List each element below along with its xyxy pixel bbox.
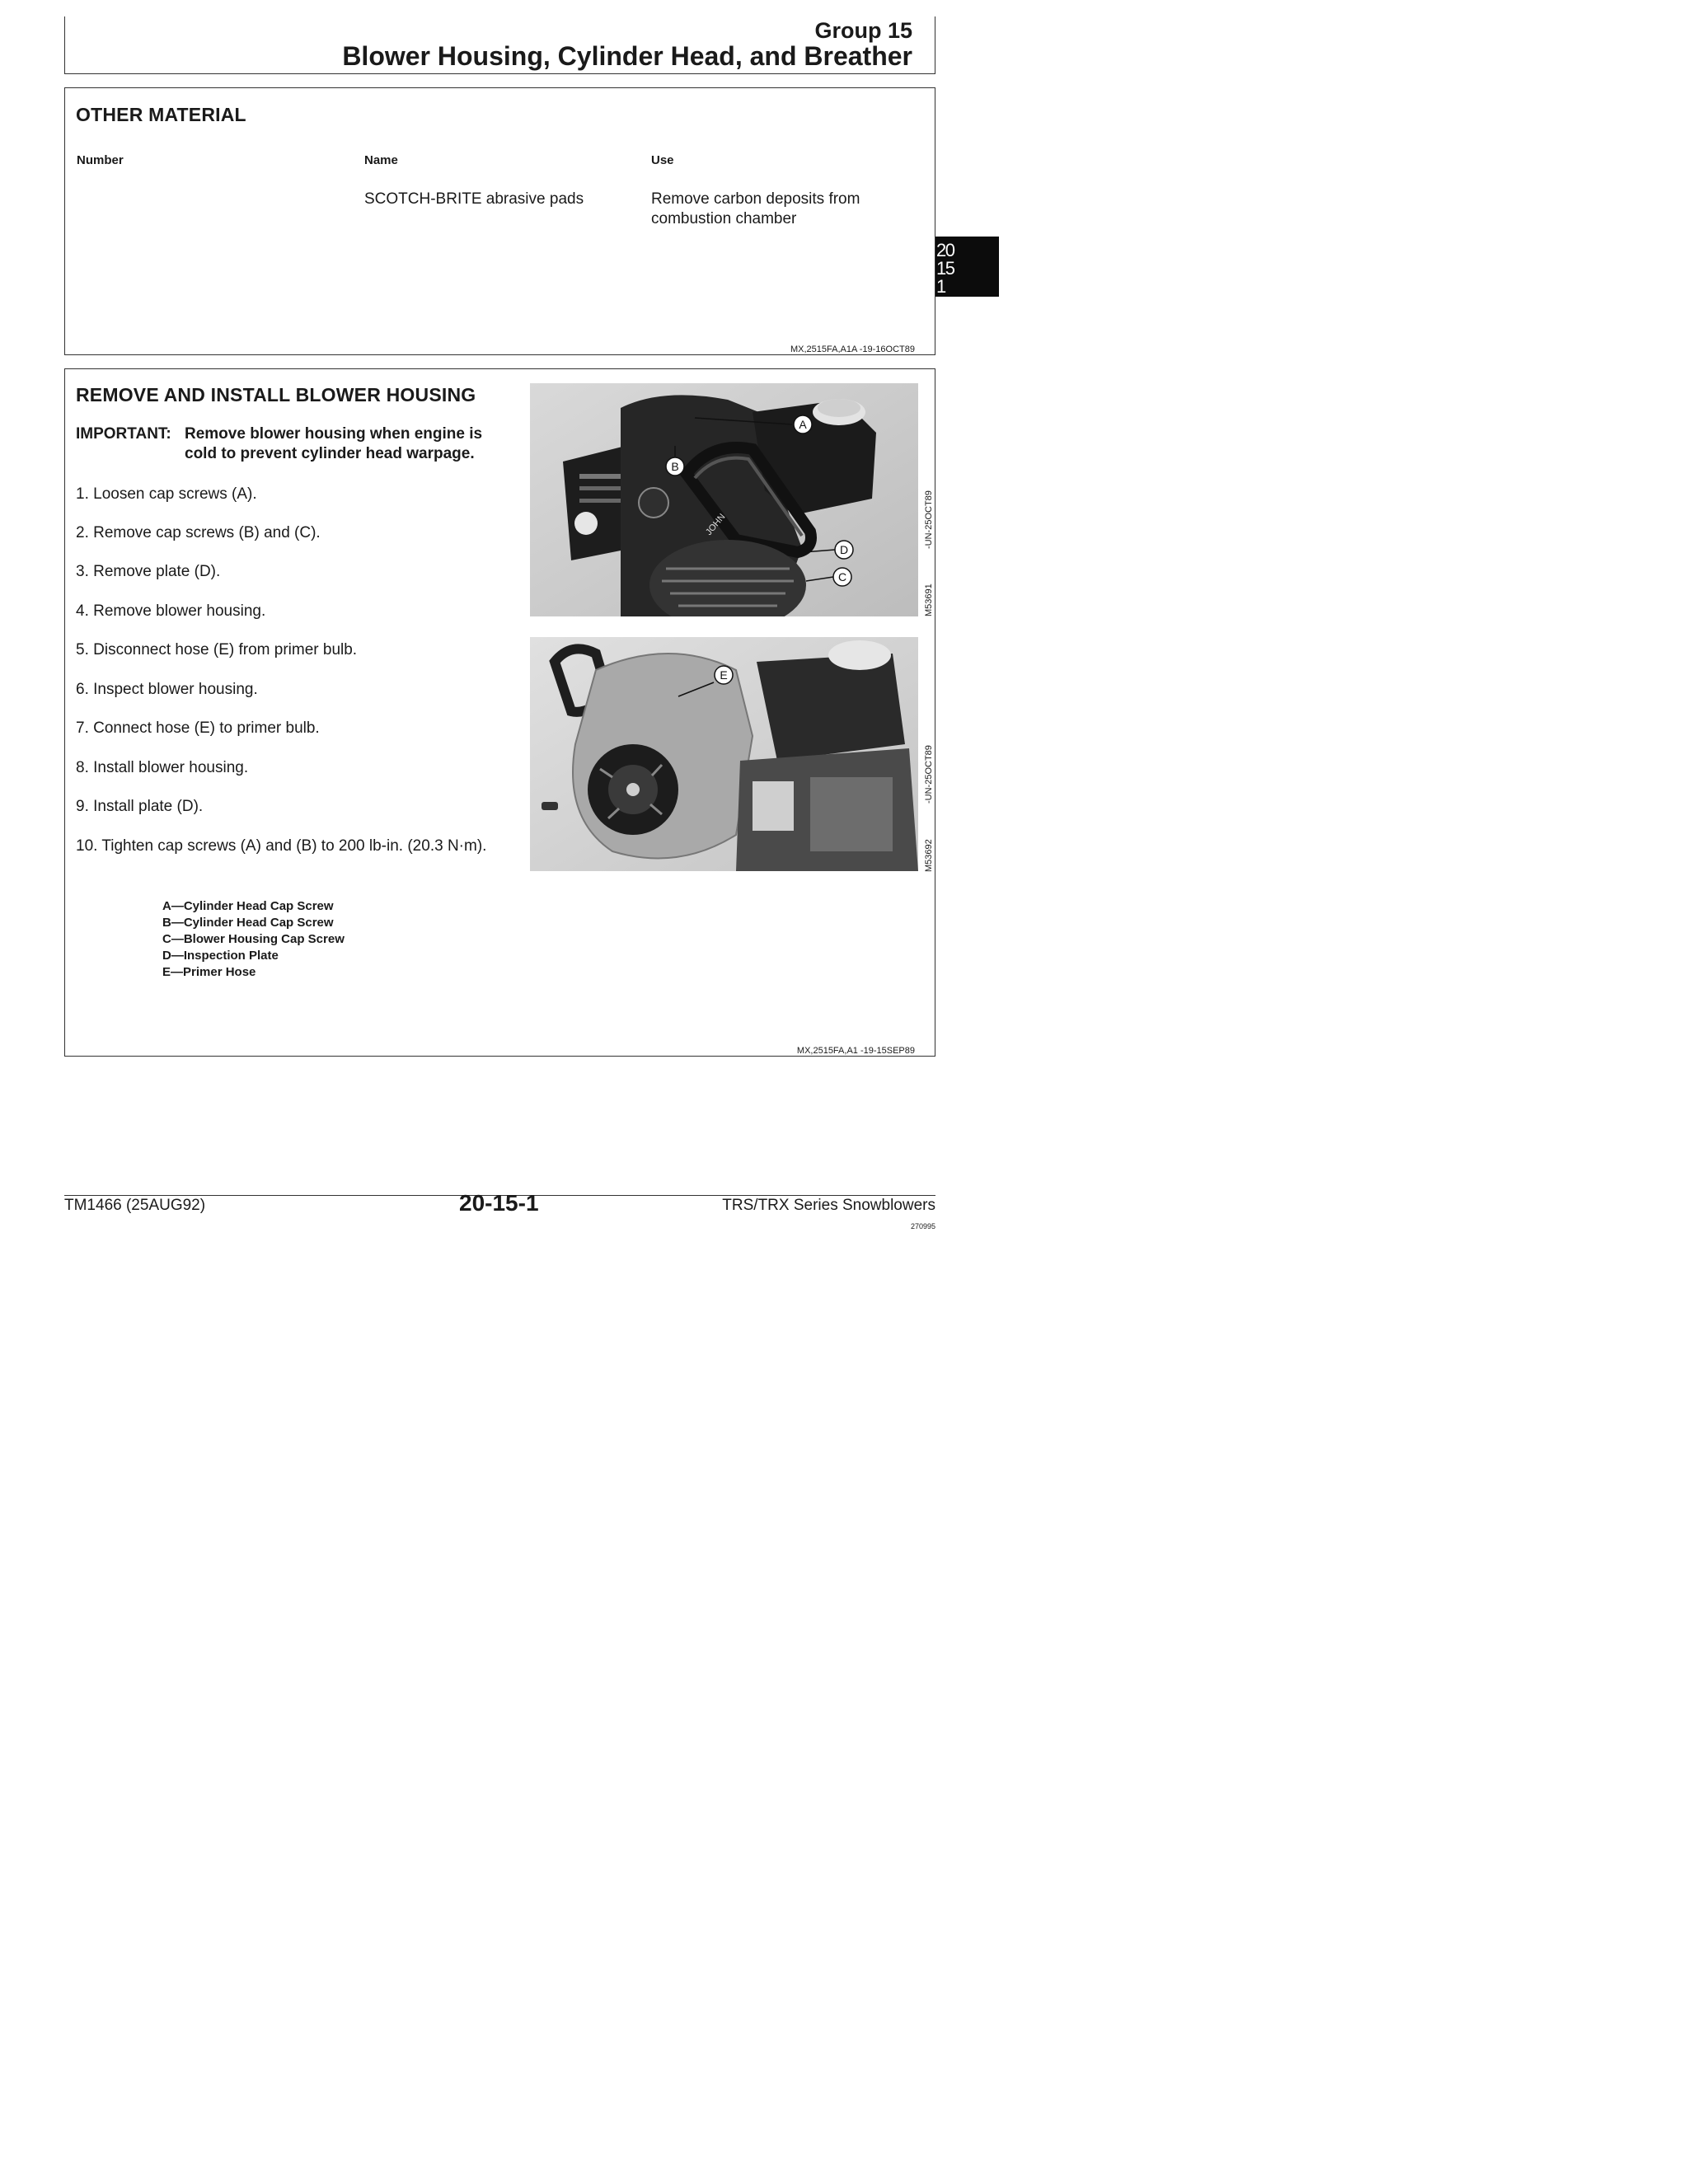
step-item: 5. Disconnect hose (E) from primer bulb.	[76, 641, 358, 658]
group-number: Group 15	[814, 18, 912, 43]
page-title: Blower Housing, Cylinder Head, and Breather	[342, 41, 912, 71]
engine-photo-top	[530, 383, 918, 616]
photo-id-code: M53691	[924, 583, 934, 616]
legend-item: C—Blower Housing Cap Screw	[162, 932, 345, 946]
legend-item: D—Inspection Plate	[162, 949, 279, 963]
step-item: 6. Inspect blower housing.	[76, 681, 258, 698]
column-header-name: Name	[364, 153, 398, 167]
section-tab-line: 20	[936, 240, 954, 260]
photo-logo-text: JOHN	[704, 512, 728, 537]
manual-title: TRS/TRX Series Snowblowers	[722, 1197, 935, 1214]
page-number: 20-15-1	[459, 1190, 539, 1216]
material-use-line1: Remove carbon deposits from	[651, 190, 860, 208]
reference-code: MX,2515FA,A1A -19-16OCT89	[790, 344, 915, 354]
step-item: 7. Connect hose (E) to primer bulb.	[76, 719, 320, 737]
step-item: 1. Loosen cap screws (A).	[76, 485, 257, 503]
step-item: 8. Install blower housing.	[76, 759, 249, 776]
step-item: 3. Remove plate (D).	[76, 563, 221, 580]
step-item: 4. Remove blower housing.	[76, 602, 266, 620]
legend-item: B—Cylinder Head Cap Screw	[162, 916, 334, 930]
important-note-line2: cold to prevent cylinder head warpage.	[185, 445, 475, 462]
callout-b: B	[671, 460, 679, 473]
callout-e: E	[720, 668, 728, 682]
section-tab	[935, 237, 999, 297]
remove-install-heading: REMOVE AND INSTALL BLOWER HOUSING	[76, 384, 476, 405]
engine-photo-bottom-illustration	[530, 637, 918, 871]
print-code: 270995	[910, 1222, 935, 1230]
section-tab-line: 1	[936, 276, 945, 297]
reference-code: MX,2515FA,A1 -19-15SEP89	[796, 1046, 915, 1056]
column-header-use: Use	[651, 153, 674, 167]
other-material-section	[64, 87, 935, 355]
material-name: SCOTCH-BRITE abrasive pads	[364, 190, 584, 208]
column-header-number: Number	[77, 153, 124, 167]
engine-photo-top-illustration	[530, 383, 918, 616]
step-item: 10. Tighten cap screws (A) and (B) to 200 lb-in. (20.3 N·m).	[76, 837, 487, 855]
other-material-heading: OTHER MATERIAL	[76, 104, 246, 125]
legend-item: A—Cylinder Head Cap Screw	[162, 899, 334, 913]
important-label: IMPORTANT:	[76, 425, 171, 443]
callout-d: D	[839, 543, 849, 556]
legend-item: E—Primer Hose	[162, 965, 256, 979]
section-tab-line: 15	[936, 258, 954, 279]
photo-id-code: M53692	[924, 839, 934, 872]
step-item: 2. Remove cap screws (B) and (C).	[76, 524, 321, 541]
callout-c: C	[837, 570, 847, 583]
manual-id: TM1466 (25AUG92)	[64, 1197, 206, 1214]
photo-date-code: -UN-25OCT89	[924, 745, 934, 804]
important-note-line1: Remove blower housing when engine is	[185, 425, 483, 443]
callout-a: A	[799, 418, 807, 431]
step-item: 9. Install plate (D).	[76, 798, 204, 815]
engine-photo-bottom	[530, 637, 918, 871]
material-use-line2: combustion chamber	[651, 210, 797, 227]
photo-date-code: -UN-25OCT89	[924, 490, 934, 549]
